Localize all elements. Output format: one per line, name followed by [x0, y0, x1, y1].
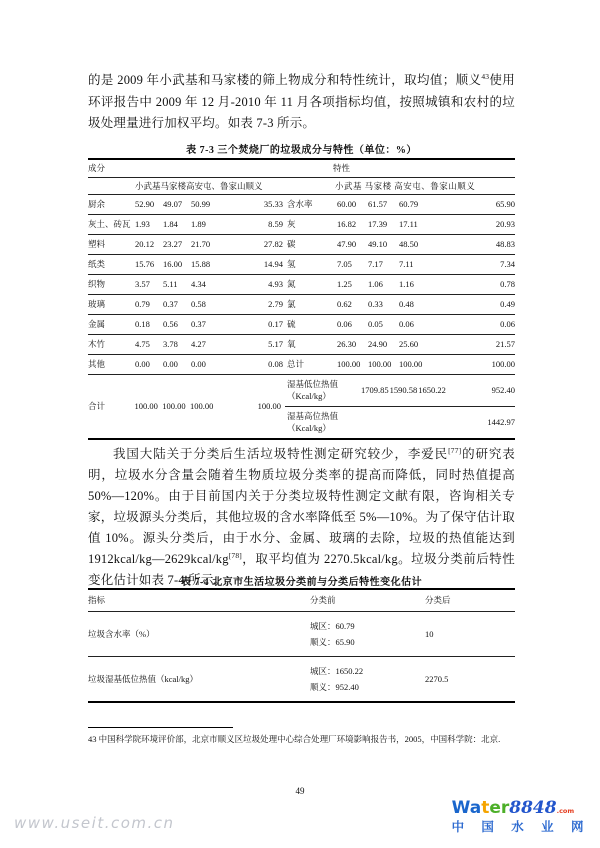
characteristic-value: 0.62: [337, 299, 352, 310]
table73-body: [88, 195, 515, 375]
characteristic-value: 60.00: [337, 199, 357, 210]
indicator-label: 垃圾含水率（%）: [88, 628, 155, 639]
characteristic-value-shunyi: 0.06: [500, 319, 515, 330]
characteristic-value-shunyi: 48.83: [495, 239, 515, 250]
characteristic-value: 0.48: [399, 299, 414, 310]
characteristic-value: 0.05: [368, 319, 383, 330]
table73-header-composition: 成分: [88, 163, 106, 174]
composition-value-shunyi: 8.59: [268, 219, 283, 230]
water8848-logo: [452, 799, 590, 833]
characteristic-value: 24.90: [368, 339, 388, 350]
characteristic-value: 49.10: [368, 239, 388, 250]
composition-value: 4.27: [191, 339, 206, 350]
composition-label: 纸类: [88, 259, 106, 270]
characteristic-value: 100.00: [368, 359, 392, 370]
table-row: [88, 275, 515, 295]
total-label: 合计: [88, 401, 106, 412]
composition-value: 0.79: [135, 299, 150, 310]
logo-text: t: [481, 798, 490, 818]
lhv-row: [285, 375, 515, 406]
composition-value-shunyi: 14.94: [263, 259, 283, 270]
total-value: 100.00: [257, 401, 282, 412]
characteristic-value-shunyi: 65.90: [495, 199, 515, 210]
table-row: [88, 215, 515, 235]
composition-label: 灰土、砖瓦: [88, 219, 131, 230]
total-value: 100.00: [162, 401, 186, 412]
characteristic-value-shunyi: 7.34: [500, 259, 515, 270]
composition-value-shunyi: 27.82: [263, 239, 283, 250]
composition-value: 16.00: [163, 259, 183, 270]
table-row: [88, 612, 515, 657]
composition-label: 其他: [88, 359, 106, 370]
table73-subheader-row: [88, 178, 515, 195]
composition-value: 52.90: [135, 199, 155, 210]
characteristic-value-shunyi: 21.57: [495, 339, 515, 350]
para2-text: 我国大陆关于分类后生活垃圾特性测定研究较少，李爱民: [113, 447, 449, 461]
characteristic-value: 17.11: [399, 219, 418, 230]
characteristic-value-shunyi: 100.00: [491, 359, 515, 370]
composition-value: 15.76: [135, 259, 155, 270]
urban-value: 城区：60.79: [310, 621, 355, 631]
composition-value: 49.07: [163, 199, 183, 210]
table73-heating-values: [285, 375, 515, 438]
table73-subheader-plants-right: 小武基 马家楼 高安屯、鲁家山顺义: [335, 180, 476, 191]
table73-caption: 表 7-3 三个焚烧厂的垃圾成分与特性（单位：%）: [186, 145, 417, 156]
composition-value-shunyi: 5.17: [268, 339, 283, 350]
table74-header-row: [88, 590, 515, 612]
logo-number: 8848: [509, 798, 557, 818]
logo-com-suffix: .com: [556, 807, 575, 815]
composition-value: 0.37: [163, 299, 178, 310]
characteristic-label: 总计: [287, 359, 305, 370]
table-row: [88, 235, 515, 255]
composition-value: 20.12: [135, 239, 155, 250]
citation-78: [78]: [228, 550, 242, 560]
composition-value: 0.56: [163, 319, 178, 330]
characteristic-value: 0.33: [368, 299, 383, 310]
composition-label: 塑料: [88, 239, 106, 250]
characteristic-value: 1.25: [337, 279, 352, 290]
composition-value: 1.89: [191, 219, 206, 230]
composition-value: 15.88: [191, 259, 211, 270]
lhv-label: [285, 379, 361, 402]
table73-header-row: [88, 160, 515, 178]
hhv-value-shunyi: 1442.97: [487, 417, 515, 428]
table-row: [88, 195, 515, 215]
citation-77: [77]: [448, 445, 462, 455]
characteristic-value: 60.79: [399, 199, 419, 210]
table74-caption: 表 7-4 北京市生活垃圾分类前与分类后特性变化估计: [180, 577, 423, 588]
characteristic-value: 0.06: [337, 319, 352, 330]
footnote-ref-43: 43: [481, 71, 490, 81]
composition-value: 4.34: [191, 279, 206, 290]
characteristic-label: 氮: [287, 279, 296, 290]
table74-header-before: 分类前: [310, 595, 336, 606]
composition-label: 织物: [88, 279, 106, 290]
composition-value: 50.99: [191, 199, 211, 210]
characteristic-value: 7.11: [399, 259, 414, 270]
characteristic-value: 25.60: [399, 339, 419, 350]
table-row: [88, 657, 515, 701]
composition-value: 0.00: [163, 359, 178, 370]
lhv-value: 1709.85: [361, 385, 389, 396]
table74-body: [88, 612, 515, 701]
composition-label: 木竹: [88, 339, 106, 350]
composition-value: 0.18: [135, 319, 150, 330]
composition-value-shunyi: 0.08: [268, 359, 283, 370]
characteristic-value: 7.05: [337, 259, 352, 270]
footnote-43: 43 中国科学院环境评价部，北京市顺义区垃圾处理中心综合处理厂环境影响报告书，2005，中国科学院：北京.: [88, 734, 501, 744]
composition-value: 1.93: [135, 219, 150, 230]
hhv-label-text: 湿基高位热值: [287, 411, 339, 422]
lhv-label-text: 湿基低位热值: [287, 379, 339, 390]
logo-text: Wa: [451, 798, 482, 818]
composition-value: 21.70: [191, 239, 211, 250]
table74-header-indicator: 指标: [88, 595, 106, 606]
total-value: 100.00: [189, 401, 214, 412]
table-7-4: [88, 588, 515, 703]
para2-text: ，取平均值为 2270.5kcal/kg。垃圾分类前后特性变化估计如表 7-4 所示。: [88, 552, 515, 587]
composition-value: 23.27: [163, 239, 183, 250]
composition-value-shunyi: 2.79: [268, 299, 283, 310]
water8848-wordmark: [452, 799, 590, 818]
characteristic-value: 100.00: [399, 359, 423, 370]
before-sorting-values: [310, 612, 425, 656]
characteristic-value: 48.50: [399, 239, 419, 250]
composition-value: 3.78: [163, 339, 178, 350]
table73-subheader-plants-left: 小武基马家楼高安屯、鲁家山顺义: [135, 180, 263, 191]
urban-value: 城区：1650.22: [310, 666, 364, 676]
characteristic-label: 氢: [287, 259, 296, 270]
composition-label: 玻璃: [88, 299, 106, 310]
characteristic-label: 灰: [287, 219, 296, 230]
composition-value: 4.75: [135, 339, 150, 350]
composition-value: 0.37: [191, 319, 206, 330]
table-row: [88, 295, 515, 315]
composition-value-shunyi: 35.33: [263, 199, 283, 210]
characteristic-value: 100.00: [337, 359, 361, 370]
characteristic-value: 47.90: [337, 239, 357, 250]
characteristic-value: 0.06: [399, 319, 414, 330]
total-value: 100.00: [134, 401, 158, 412]
composition-value: 3.57: [135, 279, 150, 290]
table-7-3: [88, 158, 515, 440]
lhv-unit: （Kcal/kg）: [287, 390, 331, 401]
composition-value: 5.11: [163, 279, 178, 290]
characteristic-value-shunyi: 0.78: [500, 279, 515, 290]
paragraph-1: [88, 70, 515, 135]
lhv-values: [361, 386, 492, 395]
lhv-value: 1650.22: [418, 385, 446, 396]
composition-value: 0.00: [191, 359, 206, 370]
characteristic-label: 氧: [287, 339, 296, 350]
before-sorting-values: [310, 657, 425, 701]
para2-text: 的研究表明，垃圾水分含量会随着生物质垃圾分类率的提高而降低，同时热值提高 50%—120%。由于目前国内关于分类垃圾特性测定文献有限，咨询相关专家，垃圾源头分类后，其他垃圾的含水率降低至 5%—10%。为了保守估计取值 10%。源头分类后，由于水分、金属、玻璃的去除，垃圾的热值能达到 1912kcal/kg—2629kcal/kg: [88, 447, 515, 566]
characteristic-label: 碳: [287, 239, 296, 250]
page-number: 49: [295, 786, 305, 796]
footnote-separator: [88, 727, 233, 728]
useit-watermark: www.useit.com.cn: [14, 814, 175, 832]
characteristic-value: 26.30: [337, 339, 357, 350]
characteristic-value-shunyi: 0.49: [500, 299, 515, 310]
para1-text: 使用环评报告中 2009 年 12 月-2010 年 11 月各项指标均值，按照城镇和农村的垃圾处理量进行加权平均。如表 7-3 所示。: [88, 73, 515, 130]
characteristic-value: 17.39: [368, 219, 388, 230]
composition-label: 厨余: [88, 199, 106, 210]
hhv-row: [285, 406, 515, 438]
table-row: [88, 315, 515, 335]
paragraph-2: [88, 444, 515, 591]
shunyi-value: 顺义：65.90: [310, 636, 355, 647]
indicator-label: 垃圾湿基低位热值（kcal/kg）: [88, 673, 199, 684]
after-sorting-value: 2270.5: [425, 673, 449, 684]
para1-text: 的是 2009 年小武基和马家楼的筛上物成分和特性统计，取均值；顺义: [88, 73, 482, 87]
composition-value: 1.84: [163, 219, 178, 230]
table-row: [88, 255, 515, 275]
characteristic-value: 61.57: [368, 199, 388, 210]
lhv-value: 1590.58: [389, 385, 418, 396]
characteristic-label: 含水率: [287, 199, 313, 210]
characteristic-value: 7.17: [368, 259, 383, 270]
logo-text: er: [489, 798, 510, 818]
after-sorting-value: 10: [425, 628, 434, 639]
table-row: [88, 335, 515, 355]
composition-value-shunyi: 0.17: [268, 319, 283, 330]
characteristic-value-shunyi: 20.93: [495, 219, 515, 230]
table-row: [88, 355, 515, 375]
table73-header-characteristics: 特性: [333, 163, 351, 174]
characteristic-label: 氯: [287, 299, 296, 310]
composition-value: 0.58: [191, 299, 206, 310]
characteristic-value: 1.16: [399, 279, 414, 290]
lhv-value-shunyi: 952.40: [491, 385, 515, 396]
characteristic-label: 硫: [287, 319, 296, 330]
characteristic-value: 1.06: [368, 279, 383, 290]
table73-total-row: [88, 375, 515, 438]
characteristic-value: 16.82: [337, 219, 357, 230]
shunyi-value: 顺义：952.40: [310, 681, 359, 692]
composition-label: 金属: [88, 319, 106, 330]
table73-total-left: [88, 375, 285, 438]
hhv-unit: （Kcal/kg）: [287, 422, 331, 433]
china-water-industry-text: 中 国 水 业 网: [451, 818, 590, 834]
hhv-label: [285, 411, 361, 434]
composition-value-shunyi: 4.93: [268, 279, 283, 290]
table74-header-after: 分类后: [425, 595, 451, 606]
composition-value: 0.00: [135, 359, 150, 370]
